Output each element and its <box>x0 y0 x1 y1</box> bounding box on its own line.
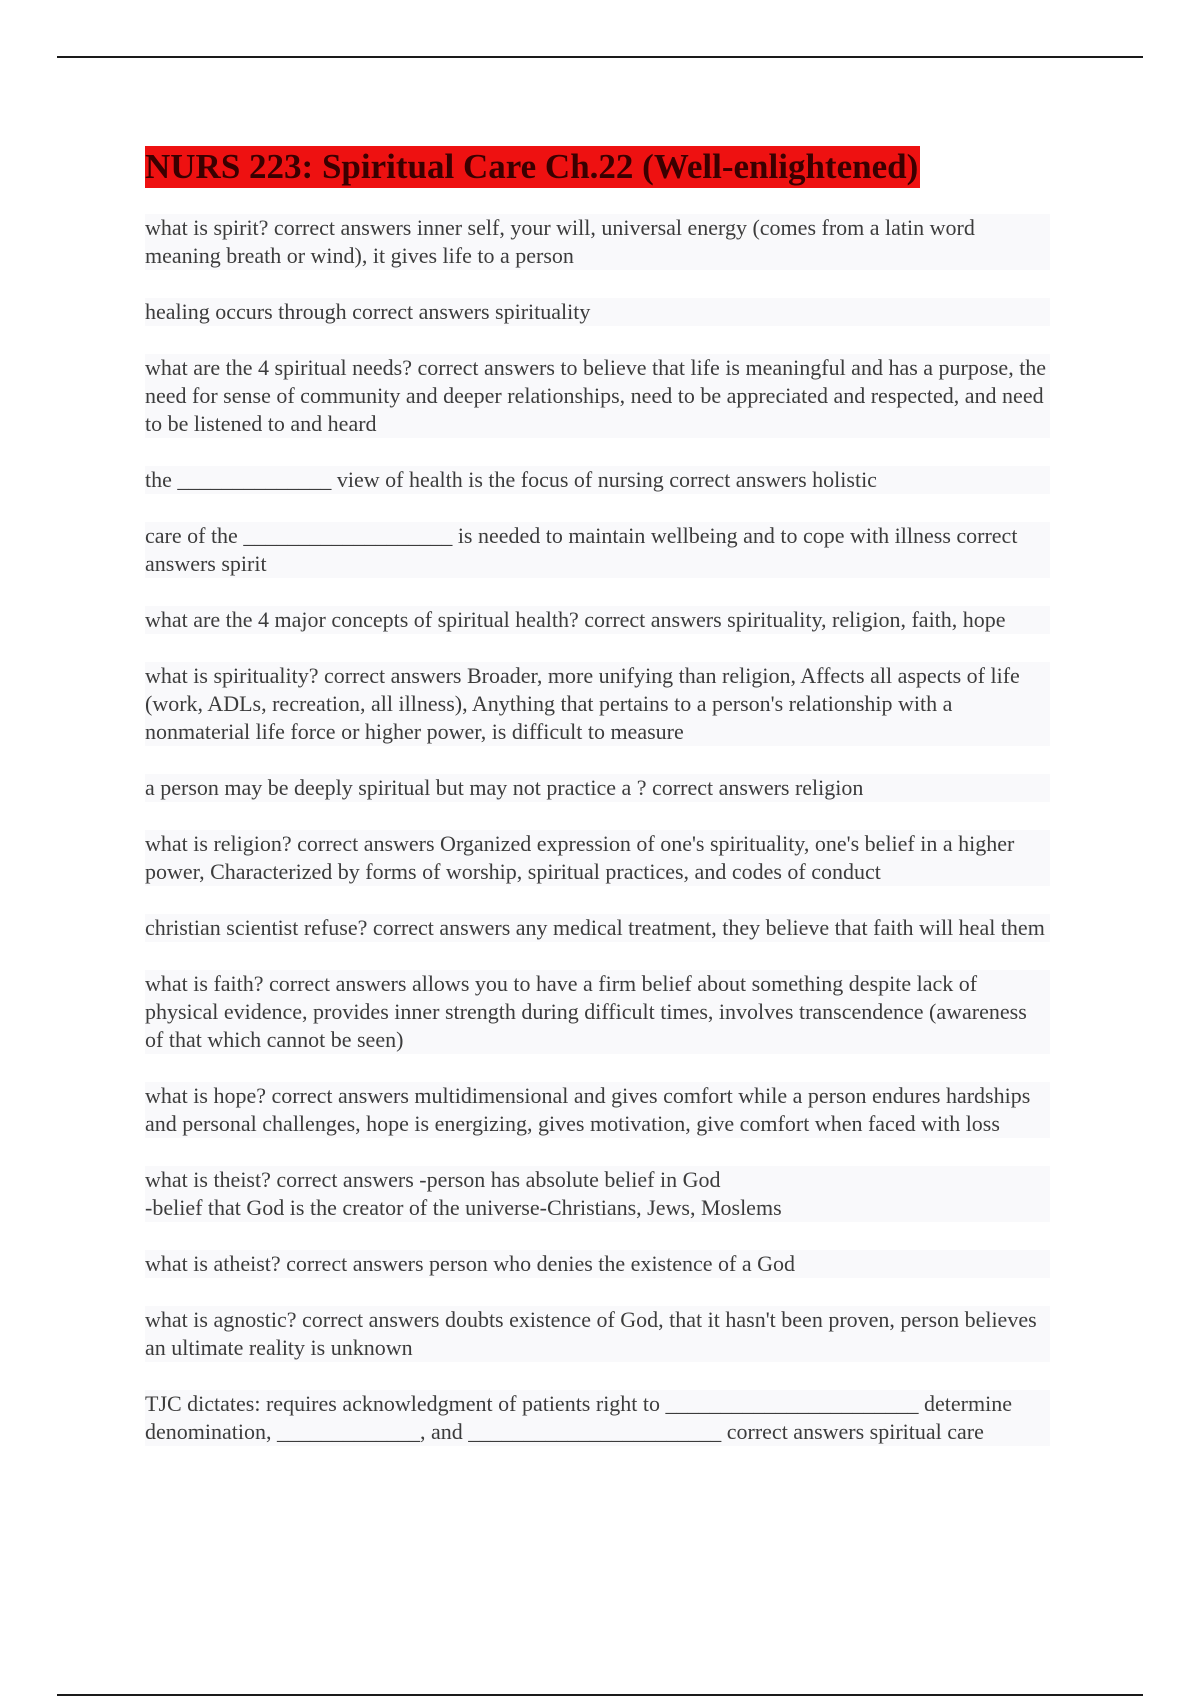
qa-entry: what is agnostic? correct answers doubts existence of God, that it hasn't been proven, person believes an ultimate reality is unknown <box>145 1306 1050 1362</box>
qa-entry: healing occurs through correct answers spirituality <box>145 298 1050 326</box>
qa-entry: christian scientist refuse? correct answers any medical treatment, they believe that faith will heal them <box>145 914 1050 942</box>
qa-entry: what is hope? correct answers multidimensional and gives comfort while a person endures hardships and personal challenges, hope is energizing, gives motivation, give comfort when faced with loss <box>145 1082 1050 1138</box>
bottom-rule <box>57 1694 1143 1696</box>
qa-entry: a person may be deeply spiritual but may not practice a ? correct answers religion <box>145 774 1050 802</box>
qa-entry: what are the 4 major concepts of spiritual health? correct answers spirituality, religion, faith, hope <box>145 606 1050 634</box>
qa-entry: TJC dictates: requires acknowledgment of patients right to _______________________ determine denomination, _____________, and _______________________ correct answers spiritual care <box>145 1390 1050 1446</box>
qa-entry: what is spirit? correct answers inner self, your will, universal energy (comes from a latin word meaning breath or wind), it gives life to a person <box>145 214 1050 270</box>
qa-entry: the ______________ view of health is the focus of nursing correct answers holistic <box>145 466 1050 494</box>
qa-entry: care of the ___________________ is needed to maintain wellbeing and to cope with illness correct answers spirit <box>145 522 1050 578</box>
top-rule <box>57 56 1143 58</box>
qa-entry: what is atheist? correct answers person who denies the existence of a God <box>145 1250 1050 1278</box>
document-title: NURS 223: Spiritual Care Ch.22 (Well-enlightened) <box>145 147 919 186</box>
qa-entry: what is faith? correct answers allows you to have a firm belief about something despite lack of physical evidence, provides inner strength during difficult times, involves transcendence (awareness of that which cannot be seen) <box>145 970 1050 1054</box>
qa-entry: what is spirituality? correct answers Broader, more unifying than religion, Affects all aspects of life (work, ADLs, recreation, all illness), Anything that pertains to a person's relationship with a nonmaterial life force or higher power, is difficult to measure <box>145 662 1050 746</box>
qa-entry: what are the 4 spiritual needs? correct answers to believe that life is meaningful and has a purpose, the need for sense of community and deeper relationships, need to be appreciated and respected, and need to be listened to and heard <box>145 354 1050 438</box>
document-body <box>145 146 1050 1446</box>
qa-entry: what is religion? correct answers Organized expression of one's spirituality, one's belief in a higher power, Characterized by forms of worship, spiritual practices, and codes of conduct <box>145 830 1050 886</box>
qa-entry: what is theist? correct answers -person has absolute belief in God -belief that God is the creator of the universe-Christians, Jews, Moslems <box>145 1166 1050 1222</box>
